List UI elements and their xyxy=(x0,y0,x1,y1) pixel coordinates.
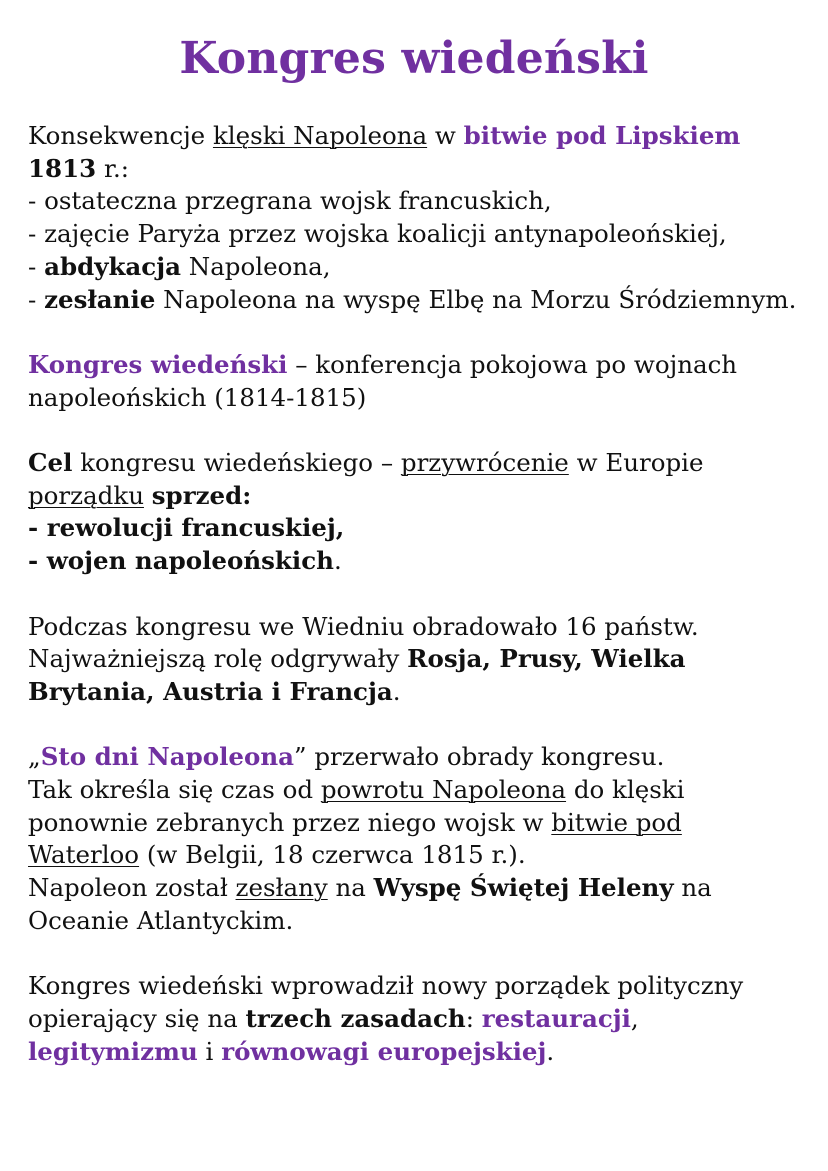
text: , xyxy=(630,1003,639,1033)
list-item xyxy=(28,284,800,317)
paragraph-definition xyxy=(28,349,800,414)
text: Tak określa się czas od xyxy=(28,775,321,804)
list-item: - zajęcie Paryża przez wojska koalicji antynapoleońskiej, xyxy=(28,219,727,249)
highlight-term: Kongres wiedeński xyxy=(28,349,288,379)
underlined-text: przywrócenie xyxy=(400,448,569,477)
text: . xyxy=(392,676,401,706)
spacer xyxy=(28,709,800,742)
bold-year: 1813 xyxy=(28,153,97,183)
spacer xyxy=(28,938,800,971)
underlined-text: klęski Napoleona xyxy=(212,121,428,150)
text: Kongres wiedeński wprowadził nowy porządek polityczny opierający się na xyxy=(28,971,744,1033)
text: w Europie xyxy=(568,448,704,477)
bold-term: sprzed: xyxy=(151,480,252,510)
text: kongresu wiedeńskiego – xyxy=(72,448,401,477)
list-item xyxy=(28,545,800,578)
spacer xyxy=(28,414,800,447)
bold-term: Wyspę Świętej Heleny xyxy=(373,873,674,903)
text: Konsekwencje xyxy=(28,121,213,150)
text: i xyxy=(197,1036,222,1066)
text: : xyxy=(465,1003,482,1033)
text xyxy=(144,481,152,510)
bold-term: zesłanie xyxy=(44,284,156,314)
list-item: - ostateczna przegrana wojsk francuskich, xyxy=(28,186,552,216)
document-body xyxy=(28,120,800,1068)
underlined-text: porządku xyxy=(28,480,144,510)
bold-term: - wojen napoleońskich xyxy=(28,546,334,576)
text: . xyxy=(546,1036,555,1066)
bold-term: Rosja, Prusy, Wielka Brytania, Austria i Francja xyxy=(28,644,686,706)
bold-term: trzech zasadach xyxy=(245,1003,466,1033)
text: „ xyxy=(28,742,41,772)
paragraph-consequences xyxy=(28,120,800,185)
text: w xyxy=(427,121,464,150)
text: na xyxy=(327,873,374,903)
highlight-term: równowagi europejskiej xyxy=(221,1036,547,1066)
paragraph-goal xyxy=(28,447,800,512)
text: do klęski ponownie zebranych przez niego wojsk w xyxy=(28,775,685,837)
paragraph-exile xyxy=(28,872,800,937)
bold-term: Cel xyxy=(28,448,73,477)
underlined-text: bitwie pod Waterloo xyxy=(28,807,682,870)
text: - xyxy=(28,251,45,281)
text: ” przerwało obrady kongresu. xyxy=(294,742,665,772)
text: Napoleona, xyxy=(180,251,331,281)
highlight-term: restauracji xyxy=(481,1003,631,1033)
text: Napoleona na wyspę Elbę na Morzu Śródziemnym. xyxy=(155,284,797,314)
underlined-text: powrotu Napoleona xyxy=(320,775,567,804)
text: - xyxy=(28,284,45,314)
highlight-term: Sto dni Napoleona xyxy=(40,742,295,772)
paragraph-states xyxy=(28,611,800,709)
highlight-term: bitwie pod Lipskiem xyxy=(463,121,741,150)
paragraph-principles xyxy=(28,970,800,1068)
paragraph-waterloo xyxy=(28,774,800,872)
list-item: - rewolucji francuskiej, xyxy=(28,513,345,543)
text: – konferencja pokojowa po wojnach napoleońskich (1814-1815) xyxy=(28,349,738,412)
highlight-term: legitymizmu xyxy=(28,1036,198,1066)
text: (w Belgii, 18 czerwca 1815 r.). xyxy=(139,840,526,870)
spacer xyxy=(28,316,800,349)
text: Napoleon został xyxy=(28,873,236,903)
spacer xyxy=(28,578,800,611)
page-title: Kongres wiedeński xyxy=(179,33,649,84)
bold-term: abdykacja xyxy=(44,251,181,281)
text: Podczas kongresu we Wiedniu obradowało 16 państw. Najważniejszą rolę odgrywały xyxy=(28,611,699,674)
text: na Oceanie Atlantyckim. xyxy=(28,873,712,935)
paragraph-hundred-days xyxy=(28,741,800,774)
list-item xyxy=(28,251,800,284)
underlined-text: zesłany xyxy=(235,873,328,903)
text: . xyxy=(333,546,342,576)
text: r.: xyxy=(96,153,130,183)
